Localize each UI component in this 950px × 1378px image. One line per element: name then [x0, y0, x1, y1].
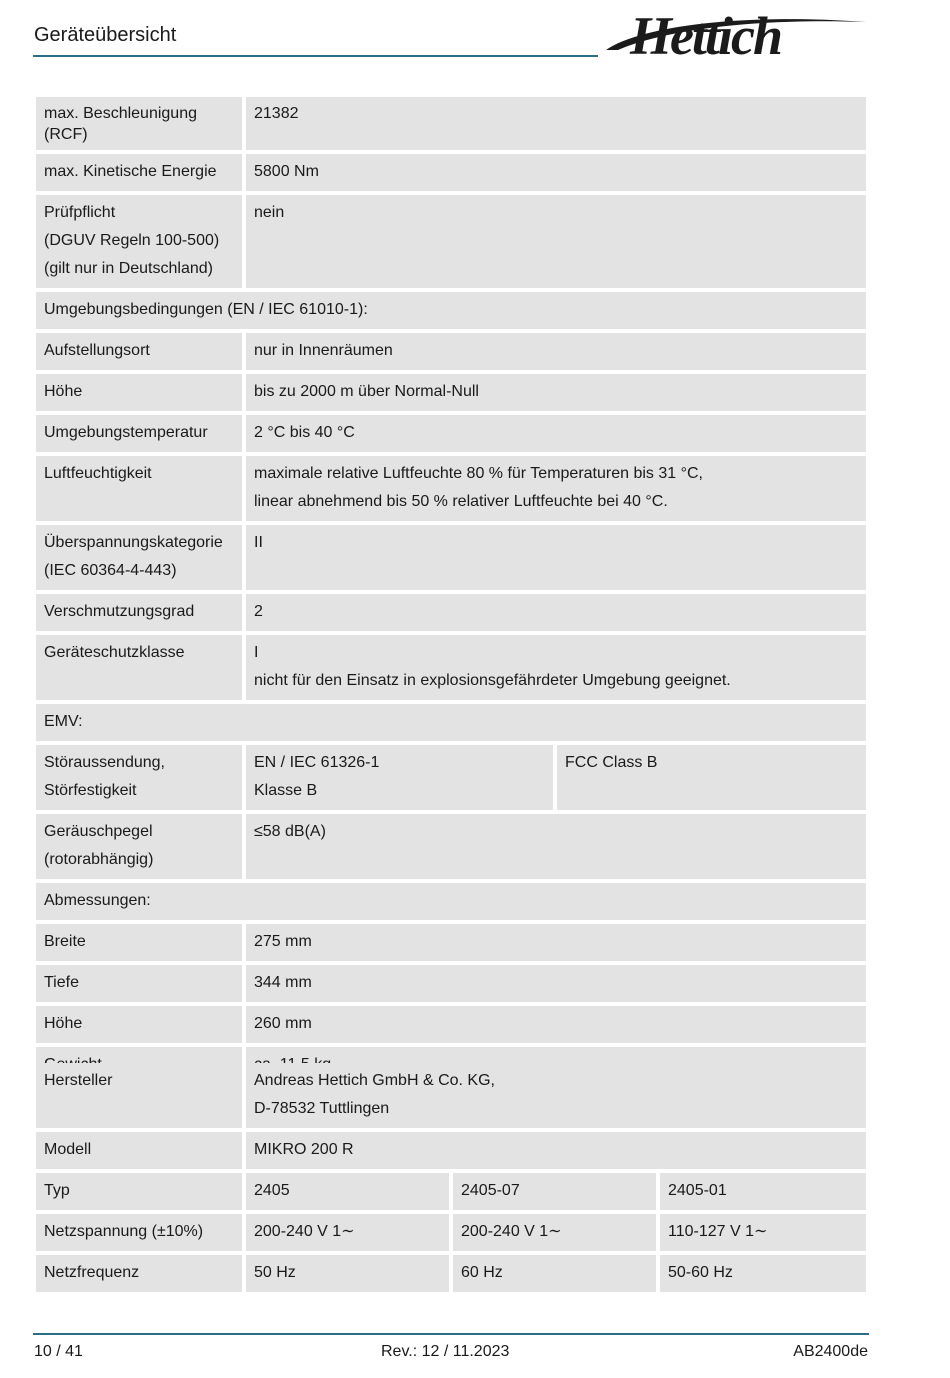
row-value-text: 2 [254, 603, 263, 620]
variant-value: 110-127 V 1∼ [660, 1214, 866, 1251]
row-value-text: linear abnehmend bis 50 % relativer Luftfeuchte bei 40 °C. [254, 493, 668, 510]
row-label-text: (IEC 60364-4-443) [44, 562, 177, 579]
table-row [36, 415, 866, 452]
row-label [36, 415, 242, 452]
row-label-text: Aufstellungsort [44, 342, 150, 359]
section-heading: Abmessungen: [36, 883, 866, 920]
row-value-text: 344 mm [254, 974, 312, 991]
table-row [36, 1063, 866, 1128]
section-header-row [36, 292, 866, 329]
row-label-text: (rotorabhängig) [44, 851, 154, 868]
row-value [246, 594, 866, 631]
table-row [36, 1214, 866, 1251]
table-row [36, 1173, 866, 1210]
table-row [36, 154, 866, 191]
row-value-text: 5800 Nm [254, 163, 319, 180]
row-value [246, 456, 866, 521]
row-label [36, 965, 242, 1002]
variant-value: 50-60 Hz [660, 1255, 866, 1292]
table-row [36, 594, 866, 631]
row-value [246, 1006, 866, 1043]
row-label-text: Geräuschpegel [44, 823, 153, 840]
svg-text:Hettich: Hettich [630, 6, 781, 62]
row-value-text: nur in Innenräumen [254, 342, 393, 359]
table-row [36, 814, 866, 879]
row-label [36, 97, 242, 150]
row-label [36, 525, 242, 590]
row-label [36, 195, 242, 288]
table-row [36, 1132, 866, 1169]
row-value [246, 745, 553, 810]
variant-value: 200-240 V 1∼ [453, 1214, 656, 1251]
row-label [36, 1214, 242, 1251]
table-row [36, 965, 866, 1002]
section-heading: EMV: [36, 704, 866, 741]
row-value-text: 2 °C bis 40 °C [254, 424, 355, 441]
row-label-text: Hersteller [44, 1072, 113, 1089]
row-value-text: 21382 [254, 105, 299, 122]
row-label [36, 1006, 242, 1043]
row-label [36, 924, 242, 961]
row-value-text: nicht für den Einsatz in explosionsgefährdeter Umgebung geeignet. [254, 672, 731, 689]
variant-value: 2405 [246, 1173, 449, 1210]
row-label-text: Höhe [44, 1015, 83, 1032]
variant-value: 50 Hz [246, 1255, 449, 1292]
table-row [36, 333, 866, 370]
row-label [36, 814, 242, 879]
table-row [36, 1255, 866, 1292]
document-id: AB2400de [793, 1343, 868, 1360]
footer-rule [33, 1333, 869, 1335]
row-value [246, 635, 866, 700]
row-label [36, 635, 242, 700]
row-label-text: Netzspannung (±10%) [44, 1223, 204, 1240]
row-value [246, 195, 866, 288]
row-value [246, 1063, 866, 1128]
row-value [246, 154, 866, 191]
row-label [36, 594, 242, 631]
header-rule [33, 55, 598, 57]
row-label-text: Typ [44, 1182, 70, 1199]
row-value-text: II [254, 534, 263, 551]
row-value [246, 924, 866, 961]
row-label-text: Umgebungstemperatur [44, 424, 208, 441]
section-heading: Umgebungsbedingungen (EN / IEC 61010-1): [36, 292, 866, 329]
row-value [246, 1132, 866, 1169]
row-value-text: D-78532 Tuttlingen [254, 1100, 390, 1117]
page-number: 10 / 41 [34, 1343, 83, 1360]
row-label [36, 1063, 242, 1128]
row-value-text: Klasse B [254, 782, 318, 799]
row-label-text: (DGUV Regeln 100-500) [44, 232, 220, 249]
row-value [246, 97, 866, 150]
row-label-text: Störfestigkeit [44, 782, 137, 799]
revision: Rev.: 12 / 11.2023 [381, 1343, 510, 1360]
hettich-logo [604, 6, 870, 62]
row-label [36, 154, 242, 191]
row-value-text: maximale relative Luftfeuchte 80 % für Temperaturen bis 31 °C, [254, 465, 703, 482]
row-label [36, 456, 242, 521]
row-label-text: Verschmutzungsgrad [44, 603, 195, 620]
variant-value: 60 Hz [453, 1255, 656, 1292]
row-label [36, 1132, 242, 1169]
table-row [36, 195, 866, 288]
row-label [36, 374, 242, 411]
row-label [36, 745, 242, 810]
table-row [36, 525, 866, 590]
row-value [246, 525, 866, 590]
row-label-text: Prüfpflicht [44, 204, 116, 221]
row-label [36, 1255, 242, 1292]
row-value [246, 965, 866, 1002]
section-header-row [36, 883, 866, 920]
table-row [36, 97, 866, 150]
section-header-row [36, 704, 866, 741]
table-row [36, 924, 866, 961]
table-row [36, 1006, 866, 1043]
row-value-text: EN / IEC 61326-1 [254, 754, 380, 771]
row-label [36, 333, 242, 370]
row-value-text: 260 mm [254, 1015, 312, 1032]
variant-value: 2405-01 [660, 1173, 866, 1210]
table-row [36, 456, 866, 521]
row-value [246, 333, 866, 370]
row-label-text: max. Kinetische Energie [44, 163, 217, 180]
row-value [246, 814, 866, 879]
row-label-text: max. Beschleunigung [44, 105, 197, 122]
table-row [36, 635, 866, 700]
row-value [246, 374, 866, 411]
specs-table [36, 97, 866, 1088]
row-value-text: 275 mm [254, 933, 312, 950]
row-value-text: Andreas Hettich GmbH & Co. KG, [254, 1072, 495, 1089]
row-label-text: Breite [44, 933, 86, 950]
table-row [36, 745, 866, 810]
variant-value: 2405-07 [453, 1173, 656, 1210]
row-label-text: (RCF) [44, 126, 88, 143]
row-label-text: Geräteschutzklasse [44, 644, 185, 661]
row-label-text: Tiefe [44, 974, 79, 991]
row-label-text: Überspannungskategorie [44, 534, 223, 551]
row-label-text: Störaussendung, [44, 754, 165, 771]
row-value-text: nein [254, 204, 285, 221]
row-label-text: Luftfeuchtigkeit [44, 465, 152, 482]
row-value-text: ≤58 dB(A) [254, 823, 326, 840]
row-label [36, 1173, 242, 1210]
variant-value: 200-240 V 1∼ [246, 1214, 449, 1251]
table-row [36, 374, 866, 411]
row-label-text: Modell [44, 1141, 92, 1158]
row-value-text: MIKRO 200 R [254, 1141, 354, 1158]
row-value-secondary [557, 745, 866, 810]
row-value-secondary-text: FCC Class B [565, 754, 658, 771]
row-value-text: bis zu 2000 m über Normal-Null [254, 383, 479, 400]
row-label-text: (gilt nur in Deutschland) [44, 260, 213, 277]
manufacturer-table [36, 1063, 866, 1296]
row-value [246, 415, 866, 452]
row-label-text: Höhe [44, 383, 83, 400]
row-label-text: Netzfrequenz [44, 1264, 140, 1281]
page-title: Geräteübersicht [34, 24, 177, 46]
row-value-text: I [254, 644, 259, 661]
